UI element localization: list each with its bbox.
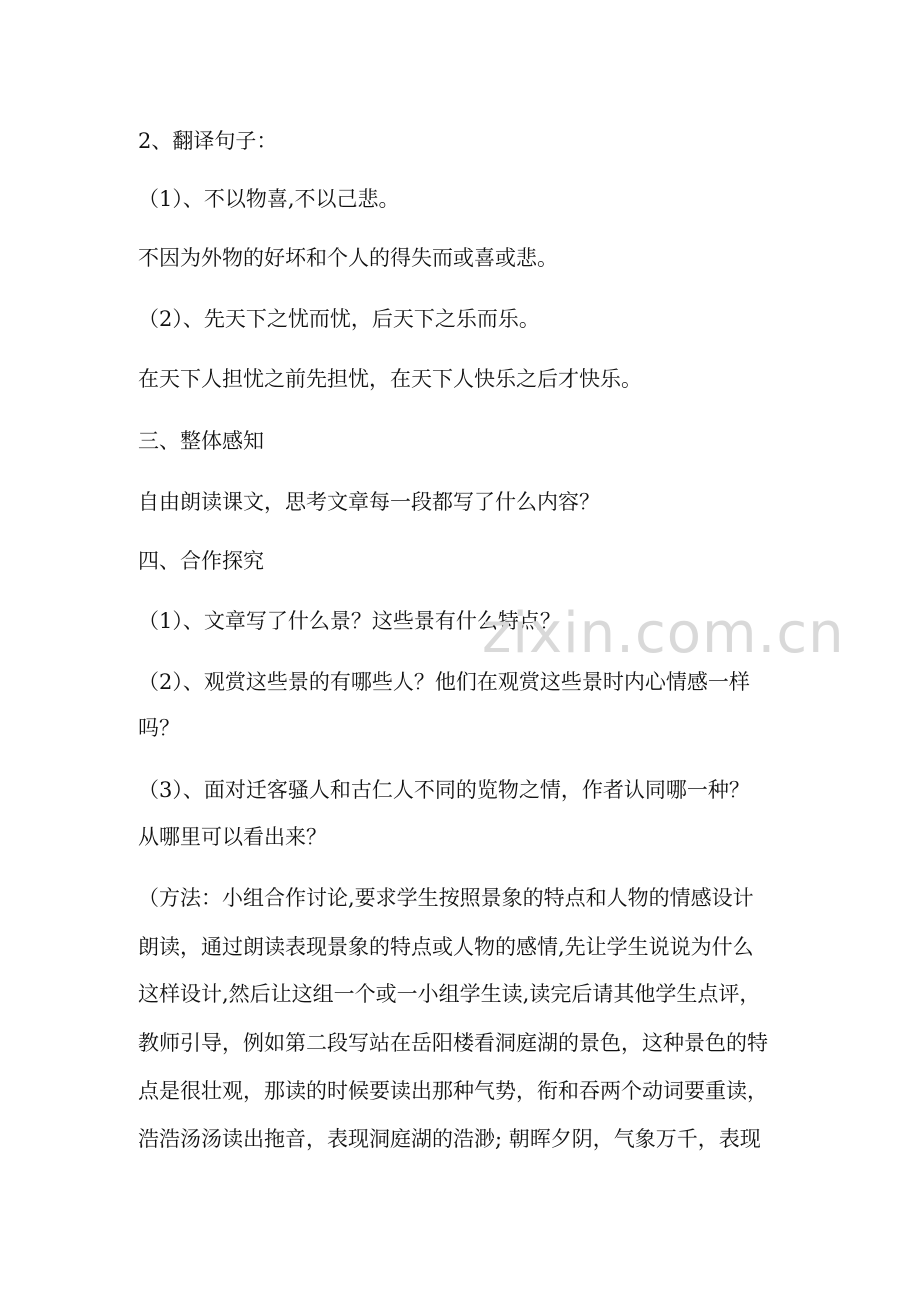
question-2-line-2: 吗？ xyxy=(138,716,180,740)
section-heading-overview: 三、整体感知 xyxy=(138,429,264,453)
section-heading-translate: 2、翻译句子： xyxy=(138,129,278,153)
method-line-5: 点是很壮观，那读的时候要读出那种气势，衔和吞两个动词要重读， xyxy=(138,1079,768,1103)
question-2-line-1: （2）、观赏这些景的有哪些人？他们在观赏这些景时内心情感一样 xyxy=(138,670,750,694)
watermark-text: zixin.com.cn xyxy=(482,601,845,666)
overview-task: 自由朗读课文，思考文章每一段都写了什么内容？ xyxy=(138,490,600,514)
sentence-item-1: （1）、不以物喜,不以己悲。 xyxy=(138,187,400,211)
method-line-1: （方法：小组合作讨论,要求学生按照景象的特点和人物的情感设计 xyxy=(138,886,754,910)
sentence-item-2: （2）、先天下之忧而忧，后天下之乐而乐。 xyxy=(138,307,540,331)
method-line-4: 教师引导，例如第二段写站在岳阳楼看洞庭湖的景色，这种景色的特 xyxy=(138,1031,768,1055)
method-line-2: 朗读，通过朗读表现景象的特点或人物的感情,先让学生说说为什么 xyxy=(138,935,754,959)
method-line-6: 浩浩汤汤读出拖音，表现洞庭湖的浩渺; 朝晖夕阴，气象万千，表现 xyxy=(138,1127,761,1151)
question-1: （1）、文章写了什么景？这些景有什么特点？ xyxy=(138,609,561,633)
question-3-line-2: 从哪里可以看出来？ xyxy=(138,825,327,849)
translation-2: 在天下人担忧之前先担忧，在天下人快乐之后才快乐。 xyxy=(138,367,642,391)
question-3-line-1: （3）、面对迁客骚人和古仁人不同的览物之情，作者认同哪一种？ xyxy=(138,778,750,802)
section-heading-inquiry: 四、合作探究 xyxy=(138,549,264,573)
method-line-3: 这样设计,然后让这组一个或一小组学生读,读完后请其他学生点评， xyxy=(138,982,761,1006)
translation-1: 不因为外物的好坏和个人的得失而或喜或悲。 xyxy=(138,246,558,270)
